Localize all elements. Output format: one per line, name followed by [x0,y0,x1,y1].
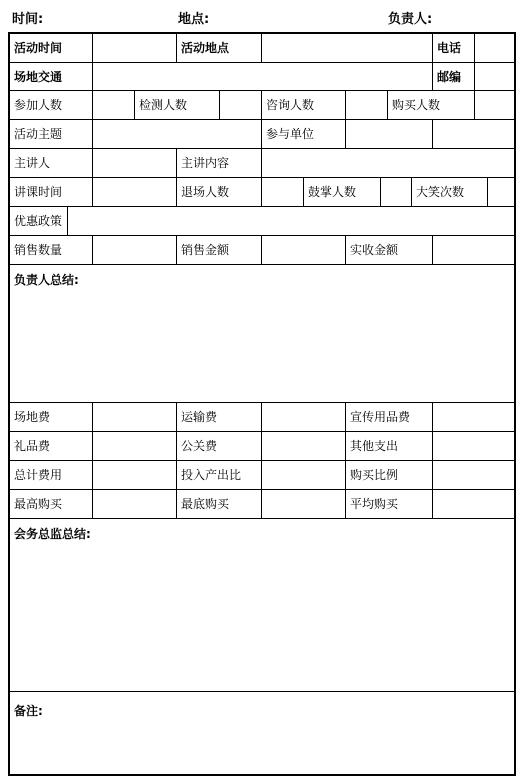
speaker-field[interactable] [93,149,177,177]
left-count-field[interactable] [262,178,304,206]
received-amount-field[interactable] [433,236,514,264]
sales-amount-field[interactable] [262,236,346,264]
form-row [10,91,514,120]
form-row [10,63,514,91]
form-row [10,236,514,265]
postcode-label: 邮编 [433,63,475,90]
activity-place-field[interactable] [262,34,433,62]
lecture-time-label: 讲课时间 [10,178,93,206]
roi-field[interactable] [262,461,346,489]
speech-content-field[interactable] [262,149,514,177]
purchase-ratio-label: 购买比例 [346,461,433,489]
venue-fee-label: 场地费 [10,403,93,431]
theme-label: 活动主题 [10,120,93,148]
min-purchase-label: 最底购买 [177,490,262,518]
venue-transport-field[interactable] [93,63,433,90]
tested-label: 检测人数 [135,91,220,119]
discount-policy-label: 优惠政策 [10,207,68,235]
max-purchase-label: 最高购买 [10,490,93,518]
discount-policy-field[interactable] [68,207,514,235]
total-cost-field[interactable] [93,461,177,489]
activity-time-field[interactable] [93,34,177,62]
sales-amount-label: 销售金额 [177,236,262,264]
other-expense-label: 其他支出 [346,432,433,460]
postcode-field[interactable] [475,63,514,90]
pr-fee-label: 公关费 [177,432,262,460]
laugh-count-field[interactable] [488,178,514,206]
min-purchase-field[interactable] [262,490,346,518]
form-row [10,403,514,432]
speaker-label: 主讲人 [10,149,93,177]
consulted-field[interactable] [346,91,388,119]
roi-label: 投入产出比 [177,461,262,489]
time-label: 时间: [12,12,44,27]
form-row [10,149,514,178]
transport-fee-label: 运输费 [177,403,262,431]
lecture-time-field[interactable] [93,178,177,206]
form-row [10,120,514,149]
purchase-ratio-field[interactable] [433,461,514,489]
avg-purchase-label: 平均购买 [346,490,433,518]
remarks-label: 备注: [14,704,43,718]
sales-qty-field[interactable] [93,236,177,264]
avg-purchase-field[interactable] [433,490,514,518]
remarks-block[interactable] [10,692,514,774]
other-expense-field[interactable] [433,432,514,460]
form-row [10,178,514,207]
director-summary-block[interactable] [10,519,514,692]
participants-label: 参加人数 [10,91,93,119]
promo-fee-label: 宣传用品费 [346,403,433,431]
speech-content-label: 主讲内容 [177,149,262,177]
place-label: 地点: [178,12,210,27]
transport-fee-field[interactable] [262,403,346,431]
gift-fee-field[interactable] [93,432,177,460]
gift-fee-label: 礼品费 [10,432,93,460]
consulted-label: 咨询人数 [262,91,346,119]
activity-form [8,32,516,776]
phone-field[interactable] [475,34,514,62]
total-cost-label: 总计费用 [10,461,93,489]
max-purchase-field[interactable] [93,490,177,518]
applause-count-label: 鼓掌人数 [304,178,381,206]
buyers-label: 购买人数 [388,91,475,119]
owner-summary-label: 负责人总结: [14,273,79,287]
promo-fee-field[interactable] [433,403,514,431]
participants-field[interactable] [93,91,135,119]
sales-qty-label: 销售数量 [10,236,93,264]
tested-field[interactable] [220,91,262,119]
activity-place-label: 活动地点 [177,34,262,62]
form-row [10,34,514,63]
theme-field[interactable] [93,120,262,148]
buyers-field[interactable] [475,91,514,119]
form-row [10,207,514,236]
director-summary-label: 会务总监总结: [14,527,91,541]
owner-summary-block[interactable] [10,265,514,403]
units-label: 参与单位 [262,120,346,148]
venue-transport-label: 场地交通 [10,63,93,90]
units-field[interactable] [346,120,433,148]
received-amount-label: 实收金额 [346,236,433,264]
pr-fee-field[interactable] [262,432,346,460]
phone-label: 电话 [433,34,475,62]
owner-label: 负责人: [388,12,433,27]
form-row [10,461,514,490]
laugh-count-label: 大笑次数 [412,178,488,206]
units-field-extra[interactable] [433,120,514,148]
form-row [10,432,514,461]
left-count-label: 退场人数 [177,178,262,206]
applause-count-field[interactable] [381,178,412,206]
activity-time-label: 活动时间 [10,34,93,62]
venue-fee-field[interactable] [93,403,177,431]
form-row [10,490,514,519]
